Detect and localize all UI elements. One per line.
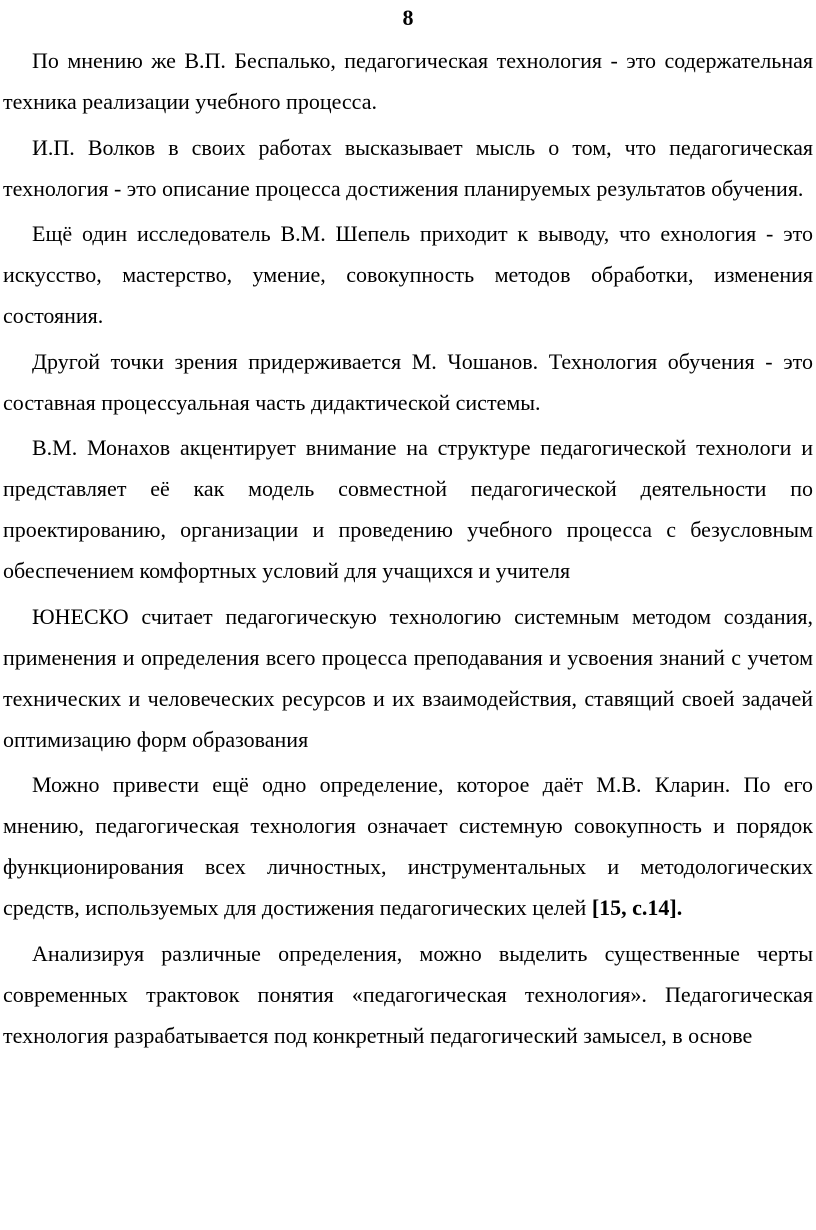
paragraph-klarin-text: Можно привести ещё одно определение, которое даёт М.В. Кларин. По его мнению, педагогическая технология означает системную совокупность и порядок функционирования всех личностных, инструментальных и методологических средств, используемых для достижения педагогических целей [3, 772, 813, 920]
paragraph-klarin [3, 764, 813, 928]
page-number: 8 [402, 5, 414, 30]
paragraph-shepel: Ещё один исследователь В.М. Шепель приходит к выводу, что ехнология - это искусство, мастерство, умение, совокупность методов обработки, изменения состояния. [3, 221, 813, 328]
document-page [0, 6, 816, 1230]
citation-reference: [15, с.14]. [591, 895, 683, 920]
paragraph-choshanov: Другой точки зрения придерживается М. Чошанов. Технология обучения - это составная процессуальная часть дидактической системы. [3, 348, 813, 415]
paragraph-unesco: ЮНЕСКО считает педагогическую технологию системным методом создания, применения и определения всего процесса преподавания и усвоения знаний с учетом технических и человеческих ресурсов и их взаимодействия, ставящий своей задачей оптимизацию форм образования [3, 603, 813, 752]
paragraph-bespalko: По мнению же В.П. Беспалько, педагогическая технология - это содержательная техника реализации учебного процесса. [3, 48, 813, 114]
paragraph-analysis: Анализируя различные определения, можно выделить существенные черты современных трактовок понятия «педагогическая технология». Педагогическая технология разрабатывается под конкретный педагогический замысел, в основе [3, 940, 813, 1048]
paragraph-volkov: И.П. Волков в своих работах высказывает мысль о том, что педагогическая технология - это описание процесса достижения планируемых результатов обучения. [3, 134, 813, 201]
paragraph-monakhov: В.М. Монахов акцентирует внимание на структуре педагогической технологи и представляет её как модель совместной педагогической деятельности по проектированию, организации и проведению учебного процесса с безусловным обеспечением комфортных условий для учащихся и учителя [3, 435, 813, 583]
